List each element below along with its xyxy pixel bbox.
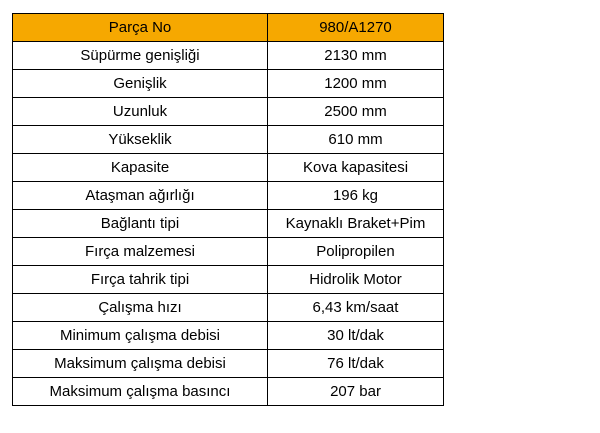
table-row — [13, 126, 444, 154]
row-label-cell: Yükseklik — [13, 126, 268, 154]
table-row — [13, 42, 444, 70]
table-row — [13, 98, 444, 126]
table-header-row — [13, 14, 444, 42]
row-value-cell: 196 kg — [268, 182, 444, 210]
row-value-cell: 30 lt/dak — [268, 322, 444, 350]
row-value-cell: Polipropilen — [268, 238, 444, 266]
table-row — [13, 378, 444, 406]
row-label-cell: Çalışma hızı — [13, 294, 268, 322]
row-value-cell: 1200 mm — [268, 70, 444, 98]
spec-table — [12, 13, 444, 406]
table-row — [13, 322, 444, 350]
row-label-cell: Maksimum çalışma debisi — [13, 350, 268, 378]
row-label-cell: Minimum çalışma debisi — [13, 322, 268, 350]
row-value-cell: Hidrolik Motor — [268, 266, 444, 294]
row-label-cell: Maksimum çalışma basıncı — [13, 378, 268, 406]
row-value-cell: 76 lt/dak — [268, 350, 444, 378]
table-row — [13, 182, 444, 210]
table-row — [13, 238, 444, 266]
header-value-cell: 980/A1270 — [268, 14, 444, 42]
table-row — [13, 350, 444, 378]
spec-table-body — [13, 14, 444, 406]
row-value-cell: 6,43 km/saat — [268, 294, 444, 322]
row-value-cell: Kova kapasitesi — [268, 154, 444, 182]
table-row — [13, 266, 444, 294]
row-label-cell: Fırça tahrik tipi — [13, 266, 268, 294]
row-label-cell: Kapasite — [13, 154, 268, 182]
row-label-cell: Fırça malzemesi — [13, 238, 268, 266]
table-row — [13, 210, 444, 238]
row-label-cell: Genişlik — [13, 70, 268, 98]
row-label-cell: Uzunluk — [13, 98, 268, 126]
row-value-cell: 610 mm — [268, 126, 444, 154]
row-value-cell: 2130 mm — [268, 42, 444, 70]
table-row — [13, 154, 444, 182]
row-value-cell: 2500 mm — [268, 98, 444, 126]
row-value-cell: 207 bar — [268, 378, 444, 406]
row-value-cell: Kaynaklı Braket+Pim — [268, 210, 444, 238]
row-label-cell: Süpürme genişliği — [13, 42, 268, 70]
row-label-cell: Bağlantı tipi — [13, 210, 268, 238]
table-row — [13, 70, 444, 98]
header-label-cell: Parça No — [13, 14, 268, 42]
table-row — [13, 294, 444, 322]
row-label-cell: Ataşman ağırlığı — [13, 182, 268, 210]
